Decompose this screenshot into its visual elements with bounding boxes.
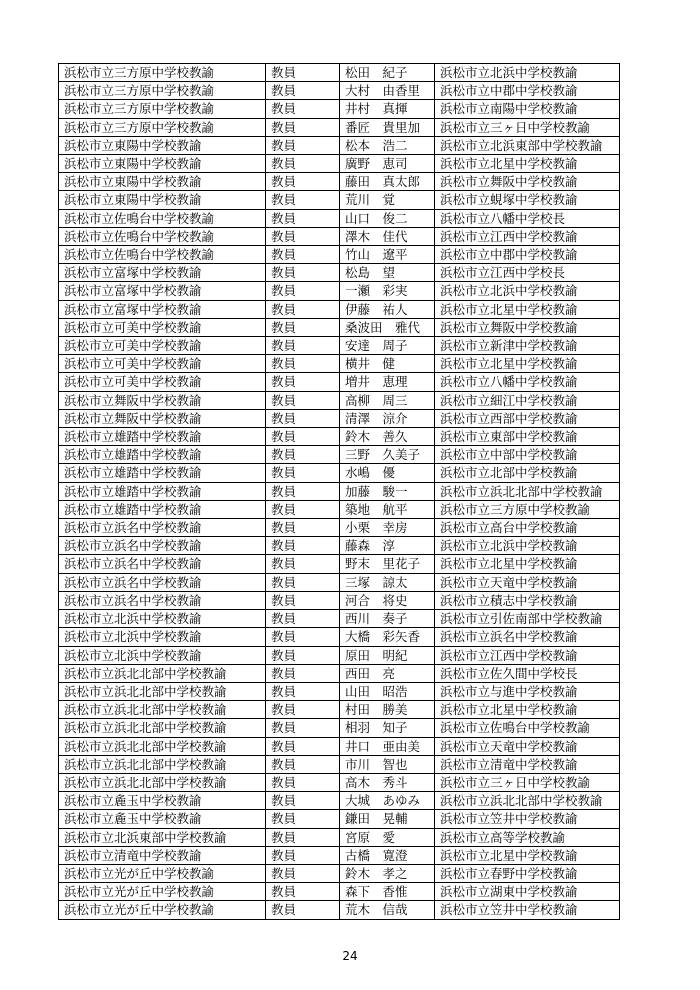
name-cell: 横井 健 xyxy=(340,355,435,373)
name-cell: 市川 智也 xyxy=(340,755,435,773)
name-cell: 宮原 愛 xyxy=(340,828,435,846)
new-position-cell: 浜松市立天竜中学校教諭 xyxy=(435,737,620,755)
new-position-cell: 浜松市立北星中学校教諭 xyxy=(435,555,620,573)
new-position-cell: 浜松市立浜名中学校教諭 xyxy=(435,628,620,646)
table-row xyxy=(59,792,620,810)
category-cell: 教員 xyxy=(266,391,340,409)
new-position-cell: 浜松市立南陽中学校教諭 xyxy=(435,100,620,118)
category-cell: 教員 xyxy=(266,682,340,700)
table-row xyxy=(59,446,620,464)
new-position-cell: 浜松市立舞阪中学校教諭 xyxy=(435,318,620,336)
category-cell: 教員 xyxy=(266,246,340,264)
former-position-cell: 浜松市立雄踏中学校教諭 xyxy=(59,428,266,446)
former-position-cell: 浜松市立雄踏中学校教諭 xyxy=(59,500,266,518)
name-cell: 松田 紀子 xyxy=(340,64,435,82)
category-cell: 教員 xyxy=(266,300,340,318)
name-cell: 西川 奏子 xyxy=(340,610,435,628)
new-position-cell: 浜松市立三方原中学校教諭 xyxy=(435,500,620,518)
category-cell: 教員 xyxy=(266,646,340,664)
table-row xyxy=(59,64,620,82)
former-position-cell: 浜松市立可美中学校教諭 xyxy=(59,337,266,355)
category-cell: 教員 xyxy=(266,591,340,609)
table-row xyxy=(59,737,620,755)
table-row xyxy=(59,318,620,336)
name-cell: 三野 久美子 xyxy=(340,446,435,464)
former-position-cell: 浜松市立北浜中学校教諭 xyxy=(59,646,266,664)
new-position-cell: 浜松市立与進中学校教諭 xyxy=(435,682,620,700)
former-position-cell: 浜松市立舞阪中学校教諭 xyxy=(59,391,266,409)
table-row xyxy=(59,591,620,609)
category-cell: 教員 xyxy=(266,773,340,791)
category-cell: 教員 xyxy=(266,519,340,537)
table-row xyxy=(59,118,620,136)
former-position-cell: 浜松市立光が丘中学校教諭 xyxy=(59,883,266,901)
category-cell: 教員 xyxy=(266,173,340,191)
name-cell: 三塚 諒太 xyxy=(340,573,435,591)
new-position-cell: 浜松市立笠井中学校教諭 xyxy=(435,901,620,919)
category-cell: 教員 xyxy=(266,792,340,810)
former-position-cell: 浜松市立可美中学校教諭 xyxy=(59,373,266,391)
new-position-cell: 浜松市立八幡中学校教諭 xyxy=(435,373,620,391)
table-row xyxy=(59,682,620,700)
former-position-cell: 浜松市立佐鳴台中学校教諭 xyxy=(59,227,266,245)
name-cell: 高木 秀斗 xyxy=(340,773,435,791)
new-position-cell: 浜松市立北星中学校教諭 xyxy=(435,846,620,864)
name-cell: 澤木 佳代 xyxy=(340,227,435,245)
name-cell: 桑波田 雅代 xyxy=(340,318,435,336)
category-cell: 教員 xyxy=(266,701,340,719)
former-position-cell: 浜松市立浜北北部中学校教諭 xyxy=(59,755,266,773)
name-cell: 鈴木 孝之 xyxy=(340,864,435,882)
name-cell: 西田 亮 xyxy=(340,664,435,682)
table-row xyxy=(59,719,620,737)
new-position-cell: 浜松市立舞阪中学校教諭 xyxy=(435,173,620,191)
name-cell: 山口 俊二 xyxy=(340,209,435,227)
category-cell: 教員 xyxy=(266,737,340,755)
name-cell: 藤田 真太郎 xyxy=(340,173,435,191)
former-position-cell: 浜松市立佐鳴台中学校教諭 xyxy=(59,246,266,264)
name-cell: 一瀬 彩実 xyxy=(340,282,435,300)
former-position-cell: 浜松市立光が丘中学校教諭 xyxy=(59,864,266,882)
new-position-cell: 浜松市立三ヶ日中学校教諭 xyxy=(435,118,620,136)
former-position-cell: 浜松市立浜名中学校教諭 xyxy=(59,591,266,609)
name-cell: 井口 亜由美 xyxy=(340,737,435,755)
former-position-cell: 浜松市立富塚中学校教諭 xyxy=(59,264,266,282)
table-row xyxy=(59,191,620,209)
former-position-cell: 浜松市立麁玉中学校教諭 xyxy=(59,810,266,828)
name-cell: 伊藤 祐人 xyxy=(340,300,435,318)
new-position-cell: 浜松市立清竜中学校教諭 xyxy=(435,755,620,773)
former-position-cell: 浜松市立浜北北部中学校教諭 xyxy=(59,664,266,682)
category-cell: 教員 xyxy=(266,901,340,919)
new-position-cell: 浜松市立天竜中学校教諭 xyxy=(435,573,620,591)
former-position-cell: 浜松市立富塚中学校教諭 xyxy=(59,282,266,300)
former-position-cell: 浜松市立東陽中学校教諭 xyxy=(59,155,266,173)
former-position-cell: 浜松市立雄踏中学校教諭 xyxy=(59,464,266,482)
former-position-cell: 浜松市立東陽中学校教諭 xyxy=(59,173,266,191)
former-position-cell: 浜松市立浜名中学校教諭 xyxy=(59,573,266,591)
former-position-cell: 浜松市立浜北北部中学校教諭 xyxy=(59,737,266,755)
new-position-cell: 浜松市立引佐南部中学校教諭 xyxy=(435,610,620,628)
table-row xyxy=(59,264,620,282)
name-cell: 水嶋 優 xyxy=(340,464,435,482)
new-position-cell: 浜松市立蜆塚中学校教諭 xyxy=(435,191,620,209)
name-cell: 清澤 涼介 xyxy=(340,409,435,427)
name-cell: 山田 昭浩 xyxy=(340,682,435,700)
category-cell: 教員 xyxy=(266,846,340,864)
category-cell: 教員 xyxy=(266,482,340,500)
table-row xyxy=(59,500,620,518)
former-position-cell: 浜松市立三方原中学校教諭 xyxy=(59,64,266,82)
category-cell: 教員 xyxy=(266,428,340,446)
former-position-cell: 浜松市立可美中学校教諭 xyxy=(59,318,266,336)
category-cell: 教員 xyxy=(266,500,340,518)
name-cell: 小栗 幸房 xyxy=(340,519,435,537)
new-position-cell: 浜松市立湖東中学校教諭 xyxy=(435,883,620,901)
category-cell: 教員 xyxy=(266,610,340,628)
name-cell: 河合 将史 xyxy=(340,591,435,609)
name-cell: 井村 真揮 xyxy=(340,100,435,118)
name-cell: 廣野 恵司 xyxy=(340,155,435,173)
category-cell: 教員 xyxy=(266,373,340,391)
name-cell: 竹山 遼平 xyxy=(340,246,435,264)
table-row xyxy=(59,755,620,773)
new-position-cell: 浜松市立佐久間中学校長 xyxy=(435,664,620,682)
former-position-cell: 浜松市立東陽中学校教諭 xyxy=(59,191,266,209)
table-row xyxy=(59,373,620,391)
table-row xyxy=(59,227,620,245)
category-cell: 教員 xyxy=(266,537,340,555)
table-row xyxy=(59,846,620,864)
category-cell: 教員 xyxy=(266,810,340,828)
table-row xyxy=(59,901,620,919)
table-row xyxy=(59,883,620,901)
new-position-cell: 浜松市立西部中学校教諭 xyxy=(435,409,620,427)
new-position-cell: 浜松市立高台中学校教諭 xyxy=(435,519,620,537)
table-row xyxy=(59,628,620,646)
name-cell: 安達 周子 xyxy=(340,337,435,355)
former-position-cell: 浜松市立浜北北部中学校教諭 xyxy=(59,719,266,737)
table-row xyxy=(59,337,620,355)
name-cell: 鈴木 善久 xyxy=(340,428,435,446)
name-cell: 大橋 彩矢香 xyxy=(340,628,435,646)
category-cell: 教員 xyxy=(266,64,340,82)
former-position-cell: 浜松市立清竜中学校教諭 xyxy=(59,846,266,864)
page-number: 24 xyxy=(342,949,358,963)
table-row xyxy=(59,409,620,427)
new-position-cell: 浜松市立高等学校教諭 xyxy=(435,828,620,846)
new-position-cell: 浜松市立北星中学校教諭 xyxy=(435,155,620,173)
new-position-cell: 浜松市立北部中学校教諭 xyxy=(435,464,620,482)
former-position-cell: 浜松市立雄踏中学校教諭 xyxy=(59,446,266,464)
former-position-cell: 浜松市立三方原中学校教諭 xyxy=(59,82,266,100)
name-cell: 荒木 信哉 xyxy=(340,901,435,919)
name-cell: 増井 恵理 xyxy=(340,373,435,391)
name-cell: 森下 香惟 xyxy=(340,883,435,901)
new-position-cell: 浜松市立江西中学校長 xyxy=(435,264,620,282)
name-cell: 荒川 覚 xyxy=(340,191,435,209)
category-cell: 教員 xyxy=(266,264,340,282)
category-cell: 教員 xyxy=(266,155,340,173)
new-position-cell: 浜松市立江西中学校教諭 xyxy=(435,227,620,245)
former-position-cell: 浜松市立三方原中学校教諭 xyxy=(59,118,266,136)
category-cell: 教員 xyxy=(266,664,340,682)
category-cell: 教員 xyxy=(266,864,340,882)
category-cell: 教員 xyxy=(266,118,340,136)
former-position-cell: 浜松市立可美中学校教諭 xyxy=(59,355,266,373)
category-cell: 教員 xyxy=(266,573,340,591)
new-position-cell: 浜松市立東部中学校教諭 xyxy=(435,428,620,446)
name-cell: 藤森 淳 xyxy=(340,537,435,555)
table-row xyxy=(59,173,620,191)
new-position-cell: 浜松市立中郡中学校教諭 xyxy=(435,82,620,100)
table-row xyxy=(59,537,620,555)
category-cell: 教員 xyxy=(266,409,340,427)
category-cell: 教員 xyxy=(266,719,340,737)
category-cell: 教員 xyxy=(266,282,340,300)
new-position-cell: 浜松市立笠井中学校教諭 xyxy=(435,810,620,828)
former-position-cell: 浜松市立浜北北部中学校教諭 xyxy=(59,682,266,700)
former-position-cell: 浜松市立浜北北部中学校教諭 xyxy=(59,701,266,719)
category-cell: 教員 xyxy=(266,883,340,901)
category-cell: 教員 xyxy=(266,355,340,373)
new-position-cell: 浜松市立北浜中学校教諭 xyxy=(435,282,620,300)
table-row xyxy=(59,573,620,591)
table-row xyxy=(59,646,620,664)
new-position-cell: 浜松市立北星中学校教諭 xyxy=(435,355,620,373)
name-cell: 鎌田 晃輔 xyxy=(340,810,435,828)
former-position-cell: 浜松市立浜北北部中学校教諭 xyxy=(59,773,266,791)
former-position-cell: 浜松市立浜名中学校教諭 xyxy=(59,555,266,573)
name-cell: 相羽 知子 xyxy=(340,719,435,737)
category-cell: 教員 xyxy=(266,337,340,355)
new-position-cell: 浜松市立新津中学校教諭 xyxy=(435,337,620,355)
former-position-cell: 浜松市立東陽中学校教諭 xyxy=(59,136,266,154)
table-row xyxy=(59,209,620,227)
name-cell: 加藤 駿一 xyxy=(340,482,435,500)
table-row xyxy=(59,610,620,628)
table-row xyxy=(59,300,620,318)
category-cell: 教員 xyxy=(266,100,340,118)
table-row xyxy=(59,864,620,882)
former-position-cell: 浜松市立三方原中学校教諭 xyxy=(59,100,266,118)
category-cell: 教員 xyxy=(266,628,340,646)
former-position-cell: 浜松市立佐鳴台中学校教諭 xyxy=(59,209,266,227)
table-row xyxy=(59,428,620,446)
new-position-cell: 浜松市立八幡中学校長 xyxy=(435,209,620,227)
category-cell: 教員 xyxy=(266,446,340,464)
former-position-cell: 浜松市立浜名中学校教諭 xyxy=(59,537,266,555)
new-position-cell: 浜松市立積志中学校教諭 xyxy=(435,591,620,609)
former-position-cell: 浜松市立舞阪中学校教諭 xyxy=(59,409,266,427)
former-position-cell: 浜松市立北浜中学校教諭 xyxy=(59,610,266,628)
table-row xyxy=(59,391,620,409)
category-cell: 教員 xyxy=(266,755,340,773)
category-cell: 教員 xyxy=(266,136,340,154)
table-row xyxy=(59,482,620,500)
table-row xyxy=(59,519,620,537)
name-cell: 原田 明紀 xyxy=(340,646,435,664)
new-position-cell: 浜松市立浜北北部中学校教諭 xyxy=(435,482,620,500)
category-cell: 教員 xyxy=(266,318,340,336)
table-row xyxy=(59,810,620,828)
former-position-cell: 浜松市立北浜東部中学校教諭 xyxy=(59,828,266,846)
table-row xyxy=(59,100,620,118)
name-cell: 村田 勝美 xyxy=(340,701,435,719)
table-row xyxy=(59,82,620,100)
name-cell: 古橋 寛澄 xyxy=(340,846,435,864)
table-row xyxy=(59,282,620,300)
category-cell: 教員 xyxy=(266,227,340,245)
name-cell: 松島 望 xyxy=(340,264,435,282)
new-position-cell: 浜松市立細江中学校教諭 xyxy=(435,391,620,409)
new-position-cell: 浜松市立中郡中学校教諭 xyxy=(435,246,620,264)
table-row xyxy=(59,773,620,791)
new-position-cell: 浜松市立北星中学校教諭 xyxy=(435,300,620,318)
former-position-cell: 浜松市立富塚中学校教諭 xyxy=(59,300,266,318)
new-position-cell: 浜松市立江西中学校教諭 xyxy=(435,646,620,664)
table-row xyxy=(59,246,620,264)
former-position-cell: 浜松市立北浜中学校教諭 xyxy=(59,628,266,646)
table-row xyxy=(59,701,620,719)
category-cell: 教員 xyxy=(266,828,340,846)
personnel-table-body xyxy=(59,64,620,920)
former-position-cell: 浜松市立麁玉中学校教諭 xyxy=(59,792,266,810)
new-position-cell: 浜松市立北星中学校教諭 xyxy=(435,701,620,719)
new-position-cell: 浜松市立北浜中学校教諭 xyxy=(435,537,620,555)
new-position-cell: 浜松市立浜北北部中学校教諭 xyxy=(435,792,620,810)
name-cell: 番匠 貴里加 xyxy=(340,118,435,136)
category-cell: 教員 xyxy=(266,464,340,482)
table-row xyxy=(59,828,620,846)
new-position-cell: 浜松市立中部中学校教諭 xyxy=(435,446,620,464)
table-row xyxy=(59,155,620,173)
table-row xyxy=(59,464,620,482)
new-position-cell: 浜松市立春野中学校教諭 xyxy=(435,864,620,882)
name-cell: 築地 航平 xyxy=(340,500,435,518)
name-cell: 高柳 周三 xyxy=(340,391,435,409)
table-row xyxy=(59,355,620,373)
new-position-cell: 浜松市立佐鳴台中学校教諭 xyxy=(435,719,620,737)
name-cell: 松本 浩二 xyxy=(340,136,435,154)
name-cell: 野末 里花子 xyxy=(340,555,435,573)
category-cell: 教員 xyxy=(266,555,340,573)
new-position-cell: 浜松市立三ヶ日中学校教諭 xyxy=(435,773,620,791)
category-cell: 教員 xyxy=(266,191,340,209)
table-row xyxy=(59,664,620,682)
new-position-cell: 浜松市立北浜東部中学校教諭 xyxy=(435,136,620,154)
table-row xyxy=(59,555,620,573)
former-position-cell: 浜松市立光が丘中学校教諭 xyxy=(59,901,266,919)
table-row xyxy=(59,136,620,154)
category-cell: 教員 xyxy=(266,209,340,227)
new-position-cell: 浜松市立北浜中学校教諭 xyxy=(435,64,620,82)
name-cell: 大城 あゆみ xyxy=(340,792,435,810)
personnel-table xyxy=(58,63,620,920)
former-position-cell: 浜松市立雄踏中学校教諭 xyxy=(59,482,266,500)
category-cell: 教員 xyxy=(266,82,340,100)
name-cell: 大村 由香里 xyxy=(340,82,435,100)
former-position-cell: 浜松市立浜名中学校教諭 xyxy=(59,519,266,537)
